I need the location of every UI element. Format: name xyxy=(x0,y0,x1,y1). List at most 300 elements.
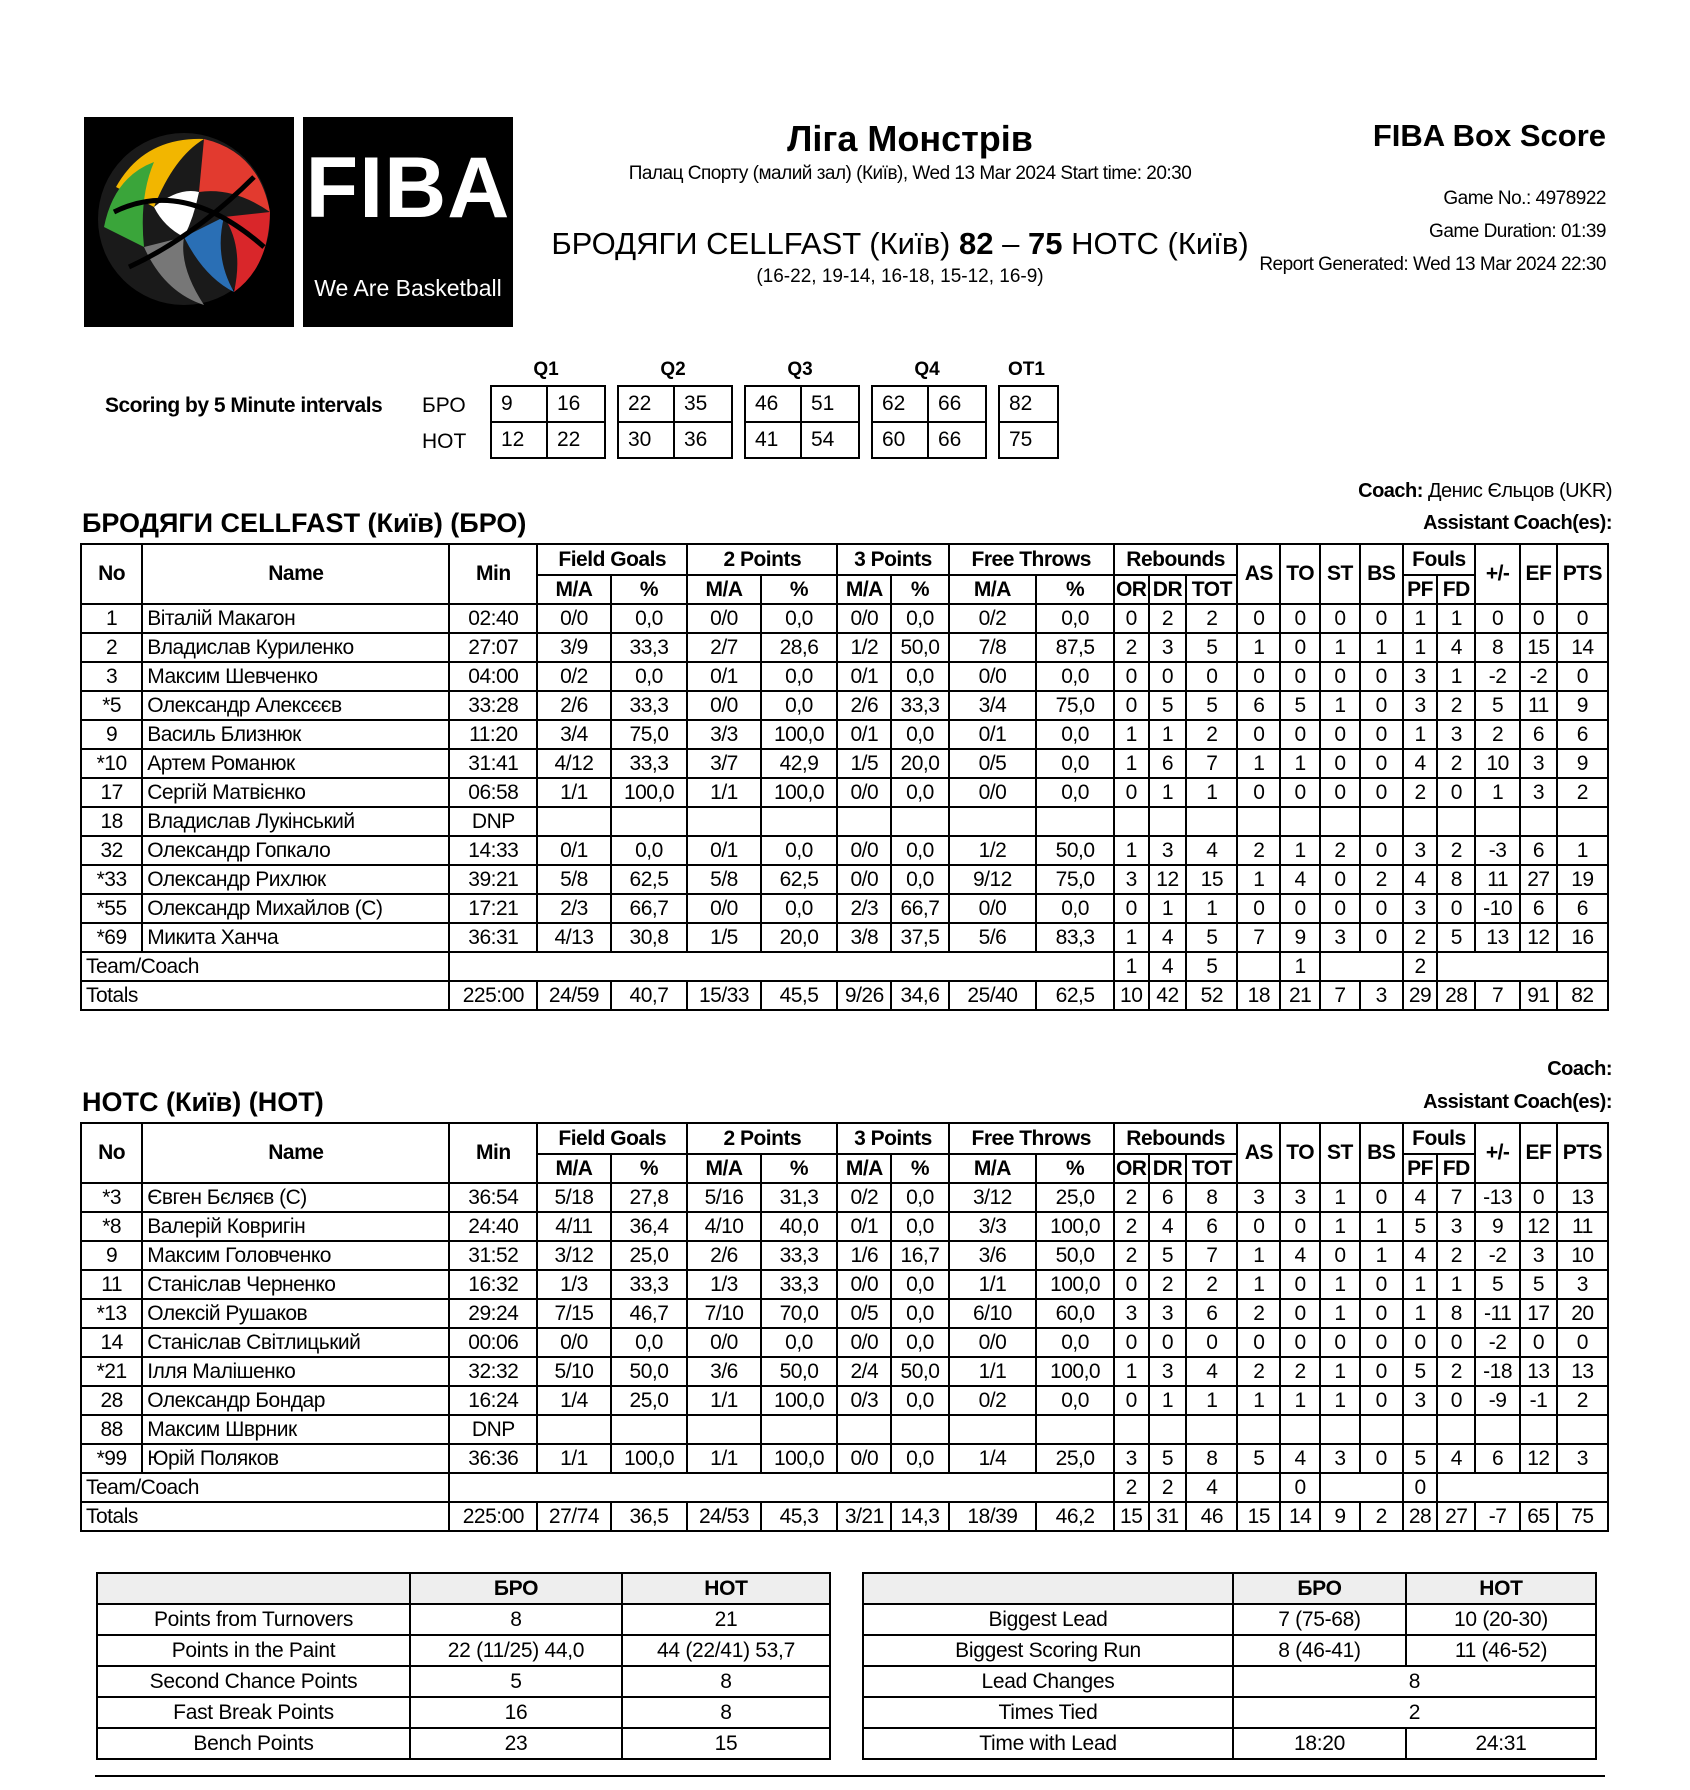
basketball-logo-icon xyxy=(84,117,294,327)
stat-cell: 5/6 xyxy=(949,923,1037,952)
team-pf: 0 xyxy=(1403,1473,1438,1502)
stat-cell: 0/2 xyxy=(949,1386,1037,1415)
summary-row xyxy=(863,1604,1596,1635)
subheader-ma: M/A xyxy=(949,575,1037,604)
home-team-name: БРОДЯГИ CELLFAST (Київ) xyxy=(551,226,951,261)
interval-team-home: БРО xyxy=(422,394,466,417)
stat-cell: 3/6 xyxy=(949,1241,1037,1270)
stat-cell: 4/12 xyxy=(537,749,610,778)
stat-cell xyxy=(837,1415,891,1444)
stat-cell: 1 xyxy=(1403,604,1438,633)
totals-cell: 75 xyxy=(1557,1502,1608,1531)
col-pm-header: +/- xyxy=(1475,1123,1520,1183)
stat-cell: 1 xyxy=(1280,749,1320,778)
team2-title: НОТС (Київ) (НОТ) xyxy=(82,1087,324,1117)
player-name: Станіслав Світлицький xyxy=(142,1328,449,1357)
col-fg-header: Field Goals xyxy=(537,544,687,575)
interval-score-cell: 30 xyxy=(619,423,675,457)
subheader-dr: DR xyxy=(1149,575,1187,604)
stat-cell: 1 xyxy=(1320,1183,1360,1212)
stat-cell: 5 xyxy=(1403,1357,1438,1386)
stat-cell: 5 xyxy=(1403,1444,1438,1473)
stat-cell: 0 xyxy=(1437,894,1475,923)
interval-period-label: Q1 xyxy=(533,359,559,380)
player-name: Артем Романюк xyxy=(142,749,449,778)
stat-cell: -2 xyxy=(1520,662,1557,691)
totals-cell: 40,7 xyxy=(611,981,688,1010)
stat-cell: 1/3 xyxy=(687,1270,760,1299)
stat-cell: 0/0 xyxy=(837,778,891,807)
player-number: 88 xyxy=(81,1415,142,1444)
stat-cell: 3 xyxy=(1437,1212,1475,1241)
interval-period-label: OT1 xyxy=(1008,359,1045,380)
stat-cell: 0 xyxy=(1360,923,1403,952)
stat-cell: 0 xyxy=(1280,662,1320,691)
player-number: *3 xyxy=(81,1183,142,1212)
stat-cell: 25,0 xyxy=(611,1386,688,1415)
player-name: Олексій Рушаков xyxy=(142,1299,449,1328)
stat-cell: 11:20 xyxy=(449,720,537,749)
team1-coach-line xyxy=(1358,480,1612,503)
report-generated: Report Generated: Wed 13 Mar 2024 22:30 xyxy=(1259,254,1606,275)
stat-cell: 0/2 xyxy=(837,1183,891,1212)
stat-cell: 2 xyxy=(1114,1212,1149,1241)
col-3pt-header: 3 Points xyxy=(837,1123,948,1154)
totals-label: Totals xyxy=(81,981,449,1010)
stat-cell: 0 xyxy=(1237,720,1280,749)
col-name-header: Name xyxy=(142,544,449,604)
stat-cell: 0 xyxy=(1520,1183,1557,1212)
stat-cell: 100,0 xyxy=(611,1444,688,1473)
stat-cell: 0/0 xyxy=(837,1270,891,1299)
stat-cell: 14:33 xyxy=(449,836,537,865)
interval-period-label: Q2 xyxy=(660,359,686,380)
stat-cell: 3/6 xyxy=(687,1357,760,1386)
stat-cell: 3/3 xyxy=(687,720,760,749)
stat-cell: 6 xyxy=(1237,691,1280,720)
player-name: Олександр Гопкало xyxy=(142,836,449,865)
stat-cell: 6 xyxy=(1557,720,1608,749)
stat-cell: 5 xyxy=(1437,923,1475,952)
stat-cell xyxy=(687,1415,760,1444)
bottom-divider xyxy=(95,1775,1605,1777)
stat-cell: 16 xyxy=(1557,923,1608,952)
stat-cell: 2 xyxy=(1403,778,1438,807)
player-name: Владислав Лукінський xyxy=(142,807,449,836)
col-ft-header: Free Throws xyxy=(949,1123,1114,1154)
summary-value: 2 xyxy=(1233,1697,1596,1728)
stat-cell: 0 xyxy=(1360,836,1403,865)
stat-cell: 0 xyxy=(1320,662,1360,691)
stat-cell: 0 xyxy=(1557,604,1608,633)
stat-cell: 0 xyxy=(1360,662,1403,691)
team-to: 1 xyxy=(1280,952,1320,981)
stat-cell: 100,0 xyxy=(761,778,838,807)
stat-cell: 3 xyxy=(1403,662,1438,691)
stat-cell: 3/7 xyxy=(687,749,760,778)
totals-cell: 225:00 xyxy=(449,981,537,1010)
player-name: Олександр Рихлюк xyxy=(142,865,449,894)
stat-cell: 0 xyxy=(1403,1328,1438,1357)
stat-cell: 0 xyxy=(1360,720,1403,749)
stat-cell: 1/1 xyxy=(537,778,610,807)
summary-value: 5 xyxy=(410,1666,622,1697)
interval-score-cell: 9 xyxy=(492,387,548,423)
stat-cell: 0 xyxy=(1114,894,1149,923)
totals-cell: -7 xyxy=(1475,1502,1520,1531)
stat-cell: 3/8 xyxy=(837,923,891,952)
stat-cell: 0/0 xyxy=(949,894,1037,923)
subheader-tot: TOT xyxy=(1186,1154,1237,1183)
stat-cell: 0,0 xyxy=(891,865,948,894)
summary-value: 8 xyxy=(622,1666,830,1697)
stat-cell: 0,0 xyxy=(891,1212,948,1241)
stat-cell: 1/1 xyxy=(687,1386,760,1415)
stat-cell: 20,0 xyxy=(761,923,838,952)
player-number: *13 xyxy=(81,1299,142,1328)
stat-cell: 0 xyxy=(1114,662,1149,691)
stat-cell: 3/12 xyxy=(949,1183,1037,1212)
stat-cell: 1/2 xyxy=(949,836,1037,865)
stat-cell: 2/7 xyxy=(687,633,760,662)
totals-cell: 34,6 xyxy=(891,981,948,1010)
subheader-ma: M/A xyxy=(687,575,760,604)
stat-cell: 17 xyxy=(1520,1299,1557,1328)
stat-cell: 4/10 xyxy=(687,1212,760,1241)
stat-cell: 5 xyxy=(1237,1444,1280,1473)
stat-cell: 100,0 xyxy=(1036,1357,1114,1386)
stat-cell: 1/1 xyxy=(537,1444,610,1473)
stat-cell: 0/1 xyxy=(837,720,891,749)
stat-cell: 3 xyxy=(1403,894,1438,923)
stat-cell: 66,7 xyxy=(611,894,688,923)
stat-cell: 0 xyxy=(1114,1386,1149,1415)
col-pts-header: PTS xyxy=(1557,544,1608,604)
stat-cell: 0,0 xyxy=(611,604,688,633)
stat-cell: 2 xyxy=(1237,836,1280,865)
stat-cell: 19 xyxy=(1557,865,1608,894)
stat-cell: 0 xyxy=(1360,778,1403,807)
summary-label: Points from Turnovers xyxy=(97,1604,410,1635)
stat-cell: 1 xyxy=(1320,633,1360,662)
team-to: 0 xyxy=(1280,1473,1320,1502)
stat-cell: 31:52 xyxy=(449,1241,537,1270)
stat-cell: 6 xyxy=(1475,1444,1520,1473)
player-row xyxy=(81,1299,1608,1328)
stat-cell: 5/8 xyxy=(537,865,610,894)
stat-cell: 17:21 xyxy=(449,894,537,923)
stat-cell: 0 xyxy=(1360,691,1403,720)
stat-cell: 1/4 xyxy=(537,1386,610,1415)
stat-cell: 0,0 xyxy=(891,1328,948,1357)
report-title: FIBA Box Score xyxy=(1372,118,1606,153)
stat-cell: 7 xyxy=(1437,1183,1475,1212)
stat-cell: 2 xyxy=(1437,1357,1475,1386)
player-name: Олександр Бондар xyxy=(142,1386,449,1415)
stat-cell: 4 xyxy=(1403,1183,1438,1212)
stat-cell xyxy=(1186,1415,1237,1444)
stat-cell: 0,0 xyxy=(611,1328,688,1357)
player-number: 32 xyxy=(81,836,142,865)
subheader-pct: % xyxy=(891,1154,948,1183)
totals-row xyxy=(81,981,1608,1010)
stat-cell: 0/5 xyxy=(837,1299,891,1328)
stat-cell: 1/1 xyxy=(949,1357,1037,1386)
player-number: *99 xyxy=(81,1444,142,1473)
stat-cell: 0/3 xyxy=(837,1386,891,1415)
summary-value: 8 xyxy=(622,1697,830,1728)
stat-cell: 8 xyxy=(1186,1183,1237,1212)
stat-cell: 4/13 xyxy=(537,923,610,952)
subheader-pct: % xyxy=(761,575,838,604)
stat-cell: 0 xyxy=(1237,778,1280,807)
stat-cell: 3/4 xyxy=(537,720,610,749)
totals-cell: 3 xyxy=(1360,981,1403,1010)
summary-label: Lead Changes xyxy=(863,1666,1233,1697)
col-fouls-header: Fouls xyxy=(1403,1123,1475,1154)
summary-value: 7 (75-68) xyxy=(1233,1604,1406,1635)
stat-cell: 1/1 xyxy=(687,778,760,807)
stat-cell: 0/1 xyxy=(687,662,760,691)
player-row xyxy=(81,807,1608,836)
stat-cell: 0 xyxy=(1557,662,1608,691)
stat-cell: 0,0 xyxy=(761,662,838,691)
totals-cell: 21 xyxy=(1280,981,1320,1010)
player-row xyxy=(81,1241,1608,1270)
col-bs-header: BS xyxy=(1360,544,1403,604)
empty-cell xyxy=(1320,1473,1403,1502)
stat-cell: 0 xyxy=(1360,1386,1403,1415)
player-number: *21 xyxy=(81,1357,142,1386)
stat-cell: 33,3 xyxy=(611,691,688,720)
interval-score-cell: 60 xyxy=(873,423,929,457)
stat-cell: 100,0 xyxy=(1036,1270,1114,1299)
subheader-pf: PF xyxy=(1403,575,1438,604)
stat-cell: 0 xyxy=(1186,1328,1237,1357)
stat-cell: 0 xyxy=(1360,1357,1403,1386)
player-row xyxy=(81,691,1608,720)
player-number: 14 xyxy=(81,1328,142,1357)
col-pts-header: PTS xyxy=(1557,1123,1608,1183)
team-tot: 5 xyxy=(1186,952,1237,981)
stat-cell: 5 xyxy=(1475,691,1520,720)
header-row xyxy=(81,1123,1608,1154)
totals-cell: 29 xyxy=(1403,981,1438,1010)
totals-cell: 46,2 xyxy=(1036,1502,1114,1531)
stat-cell: 0 xyxy=(1114,1270,1149,1299)
player-number: 3 xyxy=(81,662,142,691)
stat-cell xyxy=(1403,807,1438,836)
stat-cell: 6 xyxy=(1149,1183,1187,1212)
stat-cell: 0 xyxy=(1360,1299,1403,1328)
summary-row xyxy=(97,1635,830,1666)
stat-cell: 0/0 xyxy=(837,1444,891,1473)
stat-cell xyxy=(1520,1415,1557,1444)
stat-cell: 9 xyxy=(1475,1212,1520,1241)
stat-cell: 3 xyxy=(1149,1299,1187,1328)
stat-cell: 87,5 xyxy=(1036,633,1114,662)
stat-cell: 7 xyxy=(1186,1241,1237,1270)
player-number: *10 xyxy=(81,749,142,778)
stat-cell: 0,0 xyxy=(761,836,838,865)
stat-cell: 4 xyxy=(1403,865,1438,894)
stat-cell: 0 xyxy=(1237,894,1280,923)
stat-cell: 0/0 xyxy=(537,1328,610,1357)
away-score: 75 xyxy=(1028,226,1063,261)
stat-cell: 15 xyxy=(1186,865,1237,894)
stat-cell: 2/6 xyxy=(837,691,891,720)
summary-header-cell: НОТ xyxy=(622,1573,830,1604)
stat-cell: 1 xyxy=(1149,720,1187,749)
stat-cell: 2 xyxy=(1557,1386,1608,1415)
summary-header-cell: НОТ xyxy=(1406,1573,1596,1604)
stat-cell: 5 xyxy=(1149,1241,1187,1270)
summary-label: Biggest Scoring Run xyxy=(863,1635,1233,1666)
player-row xyxy=(81,1357,1608,1386)
stat-cell: 0/0 xyxy=(687,604,760,633)
stat-cell xyxy=(1320,807,1360,836)
stat-cell xyxy=(1237,807,1280,836)
fiba-tagline: We Are Basketball xyxy=(314,275,502,301)
totals-cell: 7 xyxy=(1320,981,1360,1010)
stat-cell: -11 xyxy=(1475,1299,1520,1328)
stat-cell: 0,0 xyxy=(1036,778,1114,807)
stat-cell: 0,0 xyxy=(1036,1328,1114,1357)
subheader-fd: FD xyxy=(1437,575,1475,604)
stat-cell: 0 xyxy=(1237,604,1280,633)
summary-value: 15 xyxy=(622,1728,830,1759)
stat-cell: 1 xyxy=(1149,778,1187,807)
stat-cell: 3 xyxy=(1403,691,1438,720)
interval-score-cell: 66 xyxy=(929,387,985,423)
stat-cell: 1/1 xyxy=(687,1444,760,1473)
player-number: 11 xyxy=(81,1270,142,1299)
stat-cell: 3/4 xyxy=(949,691,1037,720)
empty-cell xyxy=(449,1473,1113,1502)
stat-cell: 0 xyxy=(1360,894,1403,923)
stat-cell: 0/1 xyxy=(687,836,760,865)
summary-header-cell: БРО xyxy=(1233,1573,1406,1604)
stat-cell: 1/4 xyxy=(949,1444,1037,1473)
stat-cell: 0/1 xyxy=(949,720,1037,749)
fiba-ball-logo xyxy=(84,117,294,327)
team1-title: БРОДЯГИ CELLFAST (Київ) (БРО) xyxy=(82,508,527,538)
interval-score-cell: 41 xyxy=(746,423,802,457)
stat-cell: -10 xyxy=(1475,894,1520,923)
col-min-header: Min xyxy=(449,544,537,604)
stat-cell: 3 xyxy=(1280,1183,1320,1212)
stat-cell: 75,0 xyxy=(611,720,688,749)
stat-cell: 3 xyxy=(1320,923,1360,952)
fiba-wordmark: FIBA xyxy=(305,140,511,236)
stat-cell: 20,0 xyxy=(891,749,948,778)
player-row xyxy=(81,1386,1608,1415)
stat-cell: 0/1 xyxy=(837,1212,891,1241)
summary-label: Time with Lead xyxy=(863,1728,1233,1759)
stat-cell: 2/6 xyxy=(537,691,610,720)
totals-cell: 62,5 xyxy=(1036,981,1114,1010)
stat-cell: 0 xyxy=(1280,1328,1320,1357)
stat-cell: 50,0 xyxy=(611,1357,688,1386)
stat-cell: 3 xyxy=(1520,749,1557,778)
stat-cell: 100,0 xyxy=(761,720,838,749)
stat-cell: 2 xyxy=(1475,720,1520,749)
player-name: Євген Бєляєв (C) xyxy=(142,1183,449,1212)
stat-cell: 5/18 xyxy=(537,1183,610,1212)
stat-cell: 32:32 xyxy=(449,1357,537,1386)
stat-cell: 33,3 xyxy=(761,1241,838,1270)
stat-cell: 1 xyxy=(1437,1270,1475,1299)
stat-cell: 0,0 xyxy=(891,604,948,633)
totals-cell: 2 xyxy=(1360,1502,1403,1531)
stat-cell: 2 xyxy=(1360,865,1403,894)
stat-cell xyxy=(537,807,610,836)
stat-cell: 4 xyxy=(1280,1241,1320,1270)
stat-cell: 5 xyxy=(1186,923,1237,952)
stat-cell: 1 xyxy=(1186,894,1237,923)
stat-cell: 10 xyxy=(1475,749,1520,778)
stat-cell xyxy=(611,807,688,836)
stat-cell: 36,4 xyxy=(611,1212,688,1241)
stat-cell: 14 xyxy=(1557,633,1608,662)
stat-cell: 50,0 xyxy=(1036,1241,1114,1270)
stat-cell: 1 xyxy=(1186,1386,1237,1415)
stat-cell: 0 xyxy=(1237,662,1280,691)
stat-cell: 0 xyxy=(1114,1328,1149,1357)
stat-cell: 0/0 xyxy=(837,836,891,865)
summary-row xyxy=(863,1635,1596,1666)
stat-cell: DNP xyxy=(449,1415,537,1444)
stat-cell xyxy=(761,1415,838,1444)
stat-cell xyxy=(1360,1415,1403,1444)
totals-cell: 10 xyxy=(1114,981,1149,1010)
stat-cell: 2 xyxy=(1114,633,1149,662)
player-number: 17 xyxy=(81,778,142,807)
stat-cell: 4 xyxy=(1437,1444,1475,1473)
stat-cell: 0,0 xyxy=(611,662,688,691)
summary-header-cell: БРО xyxy=(410,1573,622,1604)
player-name: Владислав Куриленко xyxy=(142,633,449,662)
competition-title: Ліга Монстрів xyxy=(787,118,1033,159)
totals-cell: 82 xyxy=(1557,981,1608,1010)
totals-cell: 36,5 xyxy=(611,1502,688,1531)
stat-cell xyxy=(837,807,891,836)
stat-cell: DNP xyxy=(449,807,537,836)
team-coach-row xyxy=(81,952,1608,981)
totals-cell: 9/26 xyxy=(837,981,891,1010)
stat-cell: 30,8 xyxy=(611,923,688,952)
col-3pt-header: 3 Points xyxy=(837,544,948,575)
stat-cell: 0 xyxy=(1280,1270,1320,1299)
player-row xyxy=(81,836,1608,865)
player-row xyxy=(81,778,1608,807)
col-pm-header: +/- xyxy=(1475,544,1520,604)
stat-cell: 1 xyxy=(1114,1357,1149,1386)
stat-cell: 6 xyxy=(1186,1299,1237,1328)
stat-cell: 0 xyxy=(1520,604,1557,633)
summary-header-cell xyxy=(97,1573,410,1604)
stat-cell: 8 xyxy=(1437,1299,1475,1328)
subheader-tot: TOT xyxy=(1186,575,1237,604)
game-duration: Game Duration: 01:39 xyxy=(1429,221,1606,242)
interval-score-cell: 51 xyxy=(802,387,858,423)
totals-cell: 45,5 xyxy=(761,981,838,1010)
stat-cell: 4 xyxy=(1403,749,1438,778)
stat-cell: 1/6 xyxy=(837,1241,891,1270)
stat-cell: 0 xyxy=(1149,1328,1187,1357)
stat-cell: 3 xyxy=(1149,1357,1187,1386)
stat-cell: 25,0 xyxy=(1036,1444,1114,1473)
